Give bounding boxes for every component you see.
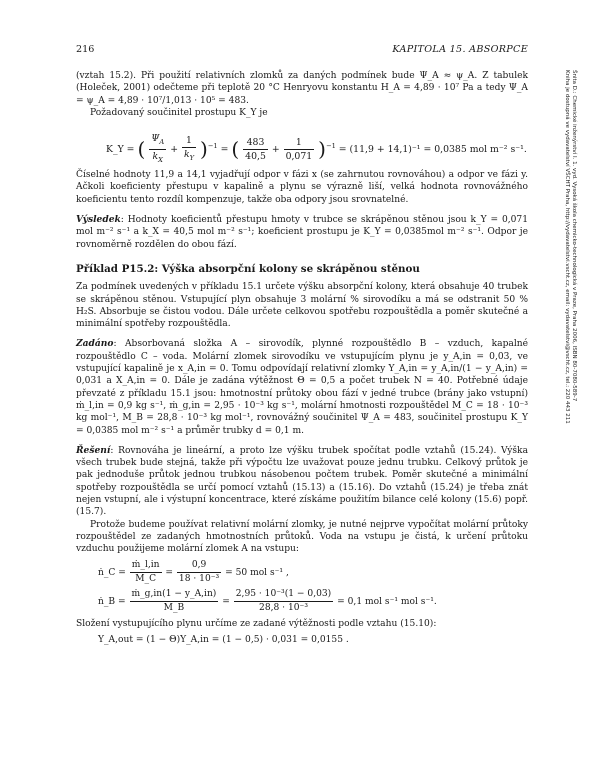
equation-ky (76, 125, 528, 164)
result-paragraph (76, 214, 528, 251)
example-text: Za podmínek uvedených v příkladu 15.1 určete výšku absorpční kolony, která obsahuje 40 trubek se skrápěnou stěnou. Vstupující plyn obsahuje 3 molární % sirovodíku a má se odstranit 50 % H₂S. Absorbuje se čistou vodou. Dále určete celkovou spotřebu rozpouštědla a poměr skutečné a minimální spotřeby rozpouštědla. (76, 282, 528, 330)
solution-paragraph-2: Protože budeme používat relativní molární zlomky, je nutné nejprve vypočítat molární průtoky rozpouštědel ze zadaných hmotnostních průtoků. Voda na vstupu je čistá, k určení průtoku vzduchu použijeme molární zlomek A na vstupu: (76, 519, 528, 555)
fraction-483-405: $\frac{483}{40,5}$ (245, 137, 266, 163)
intro-paragraph-3: Číselné hodnoty 11,9 a 14,1 vyjadřují odpor v fázi x (se zahrnutou rovnováhou) a odpor ve fázi y. Ačkoli koeficienty přestupu v kapalině a plynu se výrazně liší, velká hodnota rovnovážného koeficientu tento rozdíl kompenzuje, takže oba odpory jsou srovnatelné. (76, 170, 528, 205)
chapter-title: KAPITOLA 15. ABSORPCE (392, 44, 528, 55)
equation-nc-lhs: ṅ_C = (98, 567, 126, 578)
equation-ky-rhs: = (11,9 + 14,1)⁻¹ = 0,0385 mol m⁻² s⁻¹. (338, 144, 527, 156)
equation-ky-mid: = (220, 144, 229, 156)
fraction-one-ky: $\frac{1}{k_Y}$ (183, 135, 194, 162)
page-body (76, 70, 528, 650)
sidebar-line-1: Šnita D.: Chemické inženýrství I. 1. vyd. Vysoká škola chemicko-technologická v Praze, Praha 2006, ISBN 80-7080-589-7 (571, 70, 577, 402)
fraction-nb-symbolic: $\frac{\text{ṁ\_g,in(1 − y\_A,in)}}{M\_B}$ (131, 588, 217, 613)
sidebar-note-text (564, 70, 577, 510)
result-text: : Hodnoty koeficientů přestupu hmoty v trubce se skrápěnou stěnou jsou k_Y = 0,071 mol m⁻² s⁻¹ a k_X = 40,5 mol m⁻² s⁻¹; koeficient prostupu je K_Y = 0,0385mol m⁻² s⁻¹. Odpor je rovnoměrně rozdělen do obou fází. (76, 215, 528, 250)
given-paragraph (76, 338, 528, 436)
solution-text: : Rovnováha je lineární, a proto lze výšku trubek spočítat podle vztahů (15.24). Výška všech trubek bude stejná, takže při výpočtu lze uvažovat pouze jednu trubku. Celkový průtok je pak jednoduše průtok jednou trubkou násobenou počtem trubek. Poměr skutečné a minimální spotřeby rozpouštědla se určí pomocí vztahů (15.13) a (15.16). Do vztahů (15.24) je třeba znát nejen vstupní, ale i výstupní koncentrace, které získáme použitím bilance celé kolony (15.6) popř. (15.7). (76, 445, 528, 518)
intro-paragraph-2: Požadovaný součinitel prostupu K_Y je (90, 107, 268, 118)
page-number: 216 (76, 44, 95, 55)
example-title: Příklad P15.2: Výška absorpční kolony se skrápěnou stěnou (76, 262, 420, 275)
given-text: : Absorbovaná složka A – sirovodík, plynné rozpouštědlo B – vzduch, kapalné rozpouštědlo C – voda. Molární zlomek sirovodíku ve vstupujícím plynu je y_A,in = 0,03, ve vstupující kapalině je x_A,in = 0. Tomu odpovídají relativní zlomky Y_A,in = y_A,in/(1 − y_A,in) = 0,031 a X_A,in = 0. Dále je zadána výtěžnost Θ = 0,5 a počet trubek N = 40. Potřebné údaje převzaté z příkladu 15.1 jsou: hmotnostní průtoky obou fází v jedné trubce (brány jako vstupní) ṁ_l,in = 0,9 kg s⁻¹, ṁ_g,in = 2,95 · 10⁻³ kg s⁻¹, molární hmotnosti rozpouštědel M_C = 18 · 10⁻³ kg mol⁻¹, M_B = 28,8 · 10⁻³ kg mol⁻¹, rovnovážný součinitel Ψ_A = 483, součinitel prostupu K_Y = 0,0385 mol m⁻² s⁻¹ a průměr trubky d = 0,1 m. (76, 339, 528, 436)
solution-paragraph (76, 445, 528, 519)
given-label: Zadáno (76, 338, 114, 350)
fraction-nb-numeric: $\frac{\text{2,95 · 10⁻³(1 − 0,03)}}{\text{28,8 · 10⁻³}}$ (235, 588, 332, 613)
fraction-psi-kx: $\frac{\Psi_A}{k_X}$ (151, 133, 165, 164)
equation-nb-rhs: = 0,1 mol s⁻¹ mol s⁻¹. (337, 596, 437, 607)
equation-nb-lhs: ṅ_B = (98, 596, 126, 607)
fraction-nc-numeric: $\frac{0,9}{\text{18 · 10⁻³}}$ (178, 559, 220, 584)
solution-paragraph-3: Složení vystupujícího plynu určíme ze zadané výtěžnosti podle vztahu (15.10): (76, 618, 437, 629)
equation-yout: Y_A,out = (1 − Θ)Y_A,in = (1 − 0,5) · 0,031 = 0,0155 . (98, 634, 349, 645)
result-label: Výsledek (76, 214, 121, 226)
equation-nb: ṅ_B = $\frac{\text{ṁ\_g,in(1 − y\_A,in)}}{M\_B}$ = $\frac{\text{2,95 · 10⁻³(1 − 0,03)}}{\text{28,8 · 10⁻³}}$ = 0,1 mol s⁻¹ mol s⁻¹. (98, 588, 437, 613)
equation-nc: ṅ_C = $\frac{\text{ṁ\_l,in}}{M\_C}$ = $\frac{0,9}{\text{18 · 10⁻³}}$ = 50 mol s⁻¹ , (98, 559, 289, 584)
fraction-one-0071: $\frac{1}{0,071}$ (285, 137, 313, 163)
equation-ky-lhs: K_Y = (106, 144, 135, 156)
sidebar-publication-note (565, 70, 577, 510)
solution-label: Řešení (76, 444, 111, 456)
intro-paragraph-1: (vztah 15.2). Při použití relativních zlomků za daných podmínek bude Ψ_A ≈ ψ_A. Z tabulek (Holeček, 2001) odečteme při teplotě 20 °C Henryovu konstantu H_A = 4,89 · 10⁷ Pa a tedy Ψ_A = ψ_A = 4,89 · 10⁷/1,013 · 10⁵ = 483. (76, 71, 528, 106)
equation-ky-expression: K_Y = ( $\frac{\Psi_A}{k_X}$ + $\frac{1}{k_Y}$ )$^{-1}$ = ( $\frac{483}{40,5}$ + $\frac{1}{0,071}$ )$^{-1}$ = (11,9 + 14,1)⁻¹ = 0,0385 mol m⁻² s⁻¹. (106, 133, 527, 164)
sidebar-line-2: Kniha je dostupná ve vydavatelství VŠCHT Praha, http://vydavatelstvi.vscht.cz, email: vydavatelstvi@vscht.cz, tel.: 220 443 211 (564, 70, 571, 424)
fraction-nc-symbolic: $\frac{\text{ṁ\_l,in}}{M\_C}$ (131, 559, 160, 584)
equation-nc-rhs: = 50 mol s⁻¹ , (225, 567, 289, 578)
page-header (76, 44, 528, 58)
